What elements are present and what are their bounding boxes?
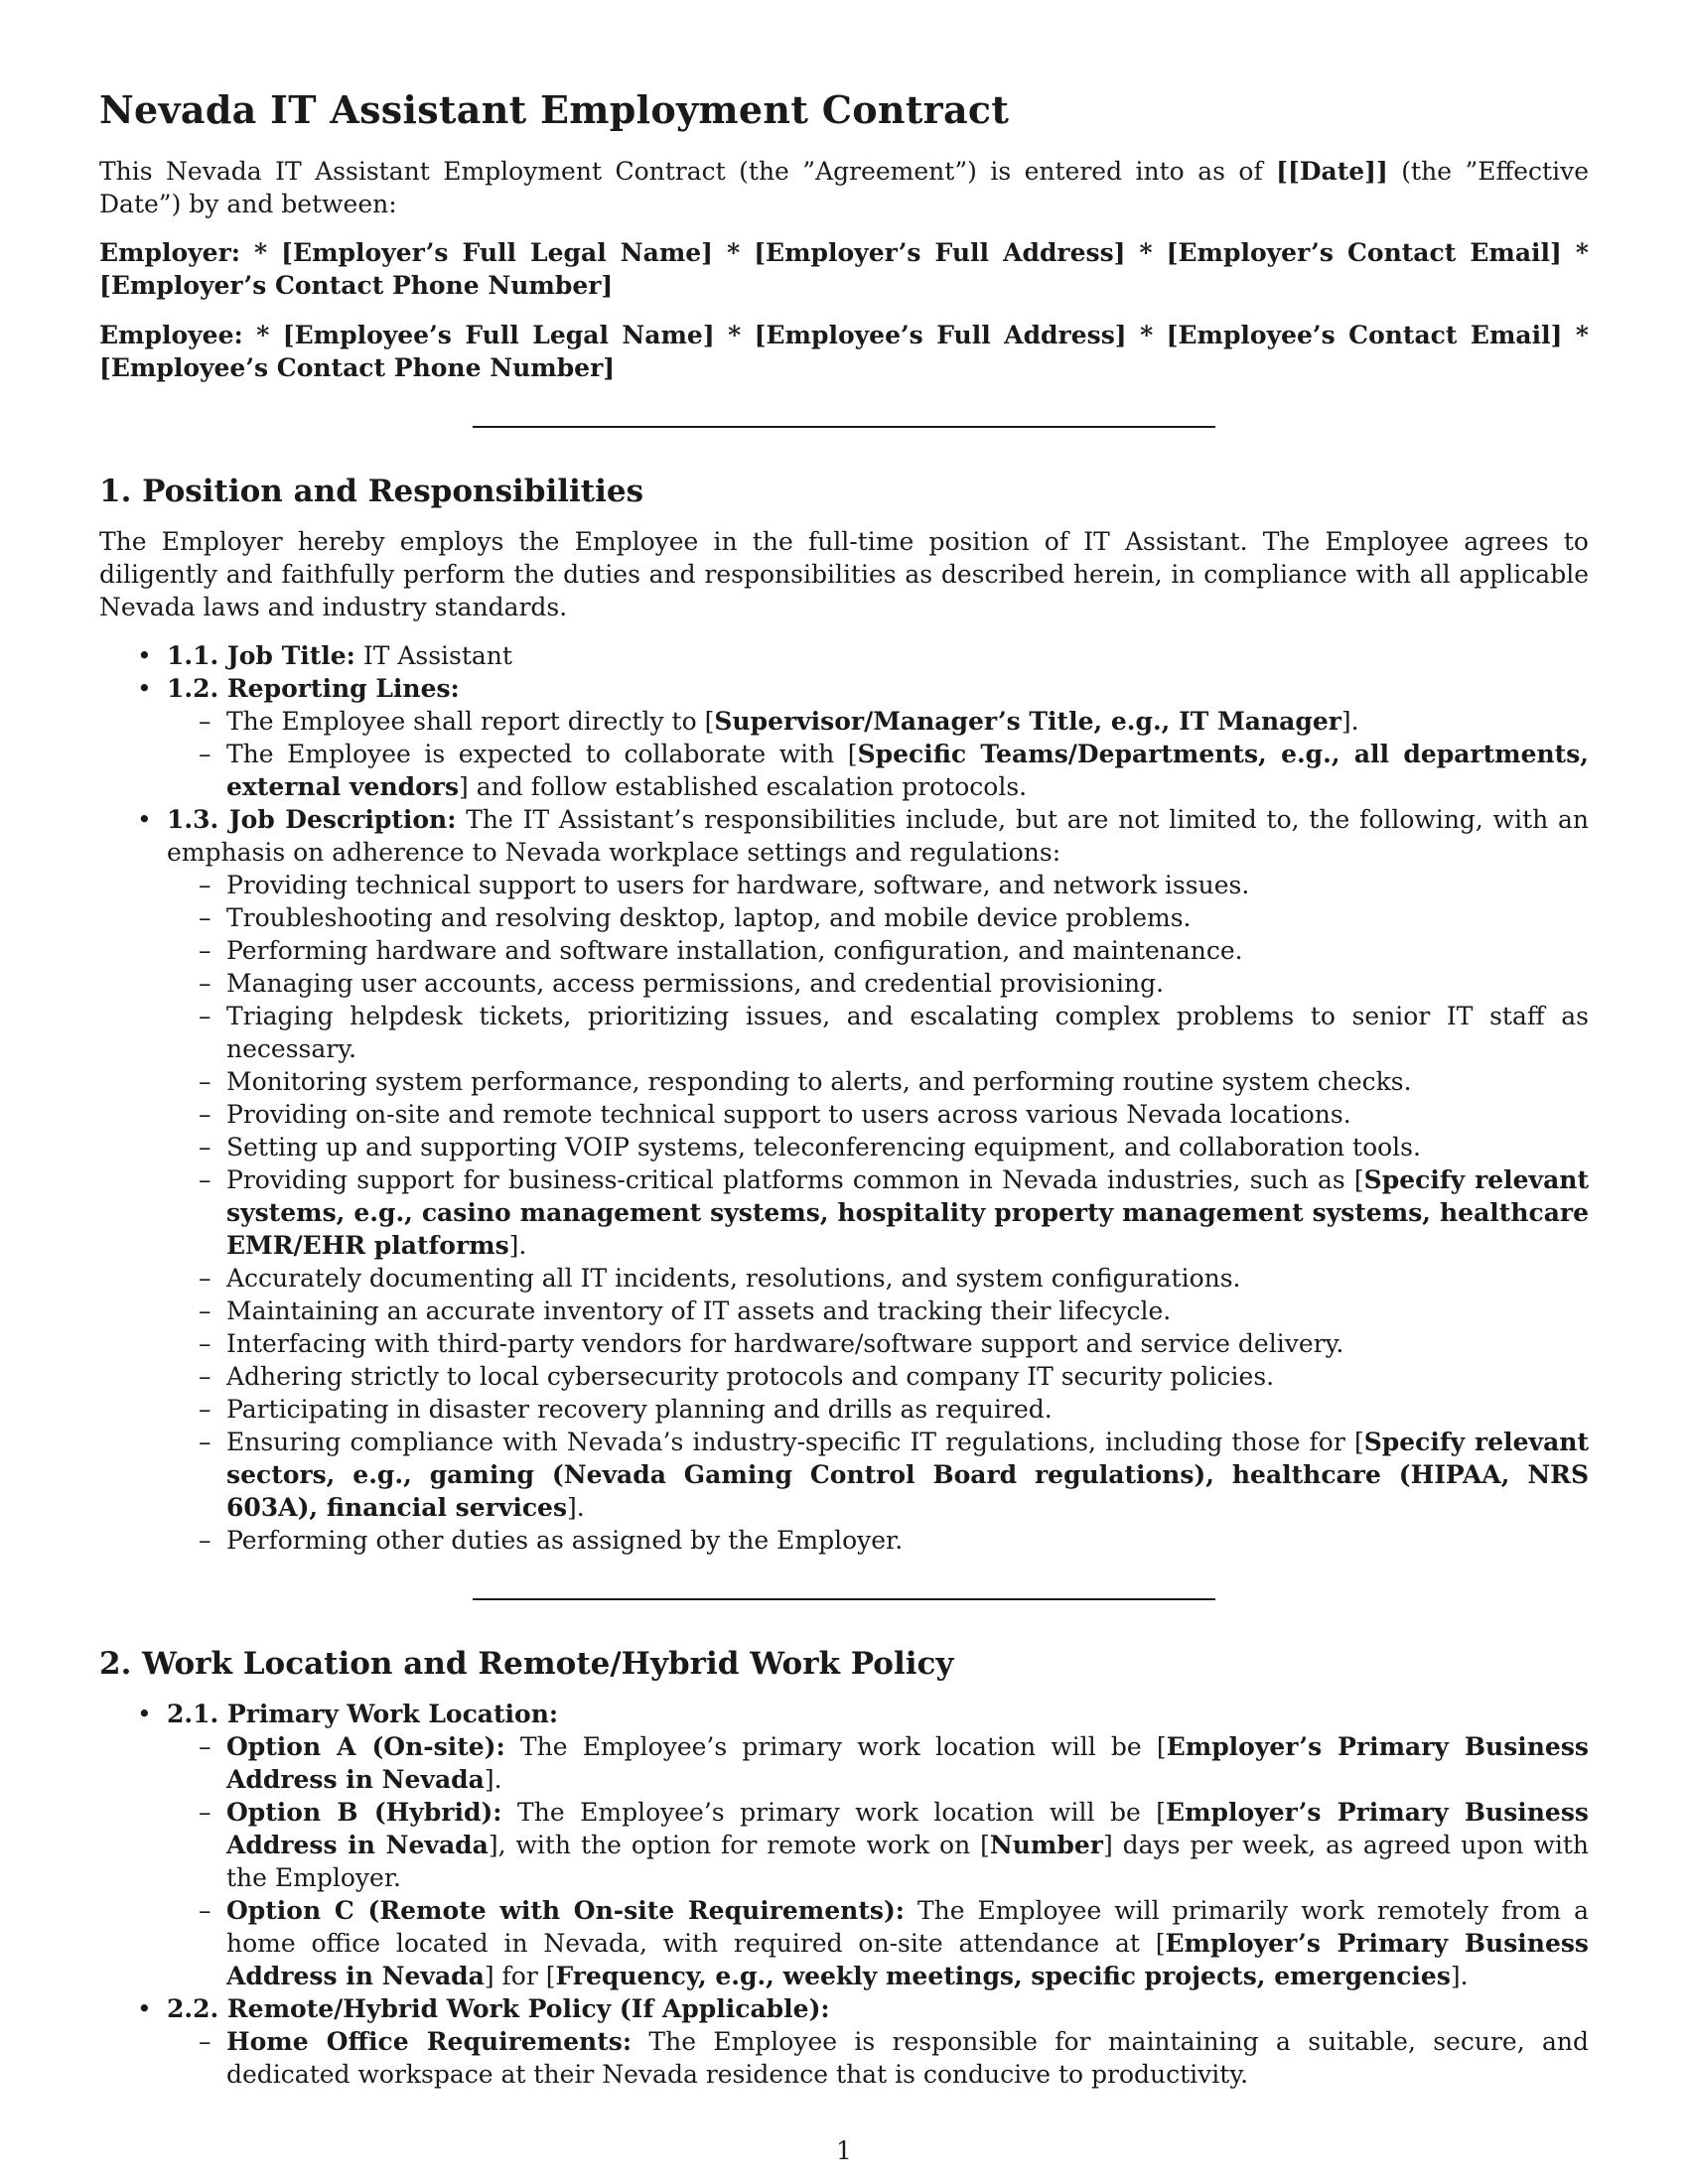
location-options-sublist: [167, 1730, 1589, 1992]
page-number: 1: [836, 2136, 852, 2165]
employee-details: * [Employee’s Full Legal Name] * [Employee’s Full Address] * [Employee’s Contact Email] * [Employee’s Contact Phone Number]: [99, 321, 1589, 382]
list-item: – Maintaining an accurate inventory of IT assets and tracking their lifecycle.: [167, 1295, 1589, 1327]
list-item: – Accurately documenting all IT incidents, resolutions, and system configurations.: [167, 1262, 1589, 1295]
list-item: – Participating in disaster recovery planning and drills as required.: [167, 1393, 1589, 1426]
section-divider: [473, 1598, 1215, 1600]
job-title-value: IT Assistant: [354, 641, 512, 670]
employee-block: [99, 319, 1589, 384]
list-item: – The Employee shall report directly to [Supervisor/Manager’s Title, e.g., IT Manager].: [167, 705, 1589, 738]
date-placeholder: [Date]: [1288, 157, 1376, 186]
employee-label: Employee:: [99, 321, 243, 349]
intro-text-end: (the ”Effective Date”) by and between:: [99, 157, 1590, 218]
document-page: [99, 87, 1589, 2091]
list-item: – Setting up and supporting VOIP systems, teleconferencing equipment, and collaboration tools.: [167, 1131, 1589, 1163]
list-item: – Interfacing with third-party vendors for hardware/software support and service delivery.: [167, 1327, 1589, 1360]
job-description-label: 1.3. Job Description:: [167, 805, 457, 834]
duties-sublist: [167, 869, 1589, 1557]
list-item: [99, 1992, 1589, 2091]
remote-policy-sublist: [167, 2025, 1589, 2091]
list-item: – Performing other duties as assigned by the Employer.: [167, 1524, 1589, 1557]
list-item: [99, 672, 1589, 803]
section-1-heading: 1. Position and Responsibilities: [99, 474, 644, 509]
list-item: – Option B (Hybrid): The Employee’s primary work location will be [Employer’s Primary Business Address in Nevada], with the option for remote work on [Number] days per week, as agreed upon with the Employer.: [167, 1796, 1589, 1894]
employer-label: Employer:: [99, 238, 240, 267]
section-2-list: [99, 1698, 1589, 2091]
primary-location-label: 2.1. Primary Work Location:: [167, 1700, 559, 1728]
reporting-sublist: [167, 705, 1589, 803]
list-item: [99, 1698, 1589, 1992]
list-item: – Triaging helpdesk tickets, prioritizing issues, and escalating complex problems to senior IT staff as necessary.: [167, 1000, 1589, 1065]
list-item: – Option A (On-site): The Employee’s primary work location will be [Employer’s Primary Business Address in Nevada].: [167, 1730, 1589, 1796]
list-item: [99, 639, 1589, 672]
document-title: Nevada IT Assistant Employment Contract: [99, 87, 1010, 132]
section-divider: [473, 426, 1215, 428]
job-description-text: The IT Assistant’s responsibilities include, but are not limited to, the following, with an emphasis on adherence to Nevada workplace settings and regulations:: [167, 805, 1590, 867]
list-item: – Performing hardware and software installation, configuration, and maintenance.: [167, 934, 1589, 967]
list-item: – Monitoring system performance, responding to alerts, and performing routine system checks.: [167, 1065, 1589, 1098]
list-item: – Providing support for business-critical platforms common in Nevada industries, such as [Specify relevant systems, e.g., casino management systems, hospitality property management systems, healthcare EMR/EHR platforms].: [167, 1163, 1589, 1262]
intro-paragraph: This Nevada IT Assistant Employment Contract (the ”Agreement”) is entered into as of [[Date]] (the ”Effective Date”) by and between:: [99, 157, 1590, 218]
section-1-paragraph: The Employer hereby employs the Employee in the full-time position of IT Assistant. The Employee agrees to diligently and faithfully perform the duties and responsibilities as described herein, in compliance with all applicable Nevada laws and industry standards.: [99, 527, 1589, 621]
list-item: – Managing user accounts, access permissions, and credential provisioning.: [167, 967, 1589, 1000]
section-2-heading: 2. Work Location and Remote/Hybrid Work Policy: [99, 1646, 954, 1682]
employer-details: * [Employer’s Full Legal Name] * [Employer’s Full Address] * [Employer’s Contact Email] * [Employer’s Contact Phone Number]: [99, 238, 1589, 300]
remote-policy-label: 2.2. Remote/Hybrid Work Policy (If Applicable):: [167, 1994, 830, 2023]
list-item: – Providing technical support to users for hardware, software, and network issues.: [167, 869, 1589, 901]
list-item: – Troubleshooting and resolving desktop, laptop, and mobile device problems.: [167, 901, 1589, 934]
intro-text: This Nevada IT Assistant Employment Contract (the ”Agreement”) is entered into as of: [99, 157, 1277, 186]
list-item: – Option C (Remote with On-site Requirements): The Employee will primarily work remotely from a home office located in Nevada, with required on-site attendance at [Employer’s Primary Business Address in Nevada] for [Frequency, e.g., weekly meetings, specific projects, emergencies].: [167, 1894, 1589, 1992]
section-1-list: [99, 639, 1589, 1557]
list-item: – Providing on-site and remote technical support to users across various Nevada locations.: [167, 1098, 1589, 1131]
list-item: [99, 803, 1589, 1557]
reporting-lines-label: 1.2. Reporting Lines:: [167, 674, 460, 703]
list-item: – Home Office Requirements: The Employee is responsible for maintaining a suitable, secure, and dedicated workspace at their Nevada residence that is conducive to productivity.: [167, 2025, 1589, 2091]
list-item: – Adhering strictly to local cybersecurity protocols and company IT security policies.: [167, 1360, 1589, 1393]
employer-block: [99, 236, 1589, 302]
list-item: – The Employee is expected to collaborate with [Specific Teams/Departments, e.g., all departments, external vendors] and follow established escalation protocols.: [167, 738, 1589, 803]
list-item: – Ensuring compliance with Nevada’s industry-specific IT regulations, including those for [Specify relevant sectors, e.g., gaming (Nevada Gaming Control Board regulations), healthcare (HIPAA, NRS 603A), financial services].: [167, 1426, 1589, 1524]
job-title-label: 1.1. Job Title:: [167, 641, 355, 670]
